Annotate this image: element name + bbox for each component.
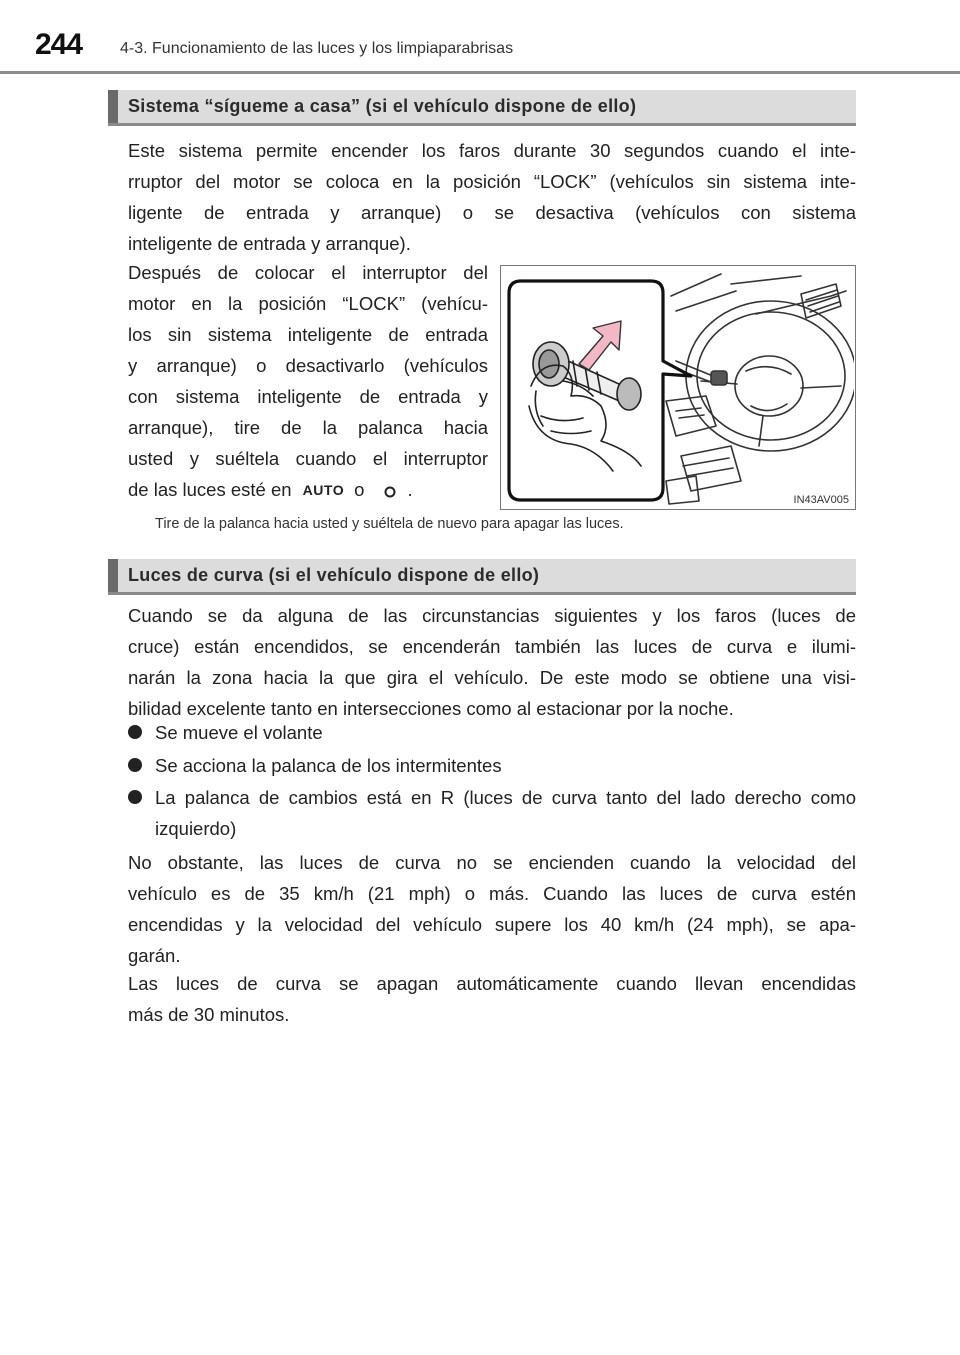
text-line: vehículo es de 35 km/h (21 mph) o más. Cuando las luces de curva estén (128, 883, 856, 904)
text-line: garán. (128, 945, 181, 966)
cornering-lights-speed-note (128, 847, 856, 971)
list-item-text: Se acciona la palanca de los intermitentes (155, 755, 502, 776)
section-heading-cornering-lights (108, 559, 856, 595)
headlight-symbol-icon (382, 477, 398, 508)
bullet-icon (128, 758, 142, 772)
section-title: Luces de curva (si el vehículo dispone de ello) (128, 565, 540, 585)
chapter-title: 4-3. Funcionamiento de las luces y los limpiaparabrisas (120, 40, 514, 57)
text-line: y arranque) o desactivarlo (vehículos (128, 355, 488, 376)
dashboard-lever-drawing (501, 266, 854, 508)
cornering-lights-description (128, 600, 856, 724)
text-line: Después de colocar el interruptor del (128, 262, 488, 283)
list-item (128, 750, 856, 781)
text-line: narán la zona hacia la que gira el vehículo. De este modo se obtiene una visi- (128, 667, 856, 688)
page-number: 244 (35, 28, 83, 61)
lever-illustration (500, 265, 856, 510)
text-line: rruptor del motor se coloca en la posición “LOCK” (vehículos sin sistema inte- (128, 171, 856, 192)
text-line: más de 30 minutos. (128, 1004, 290, 1025)
follow-me-home-description (128, 135, 856, 259)
header-divider (0, 71, 960, 74)
text-line: inteligente de entrada y arranque). (128, 233, 411, 254)
list-item (128, 717, 856, 748)
figure-code: IN43AV005 (793, 494, 849, 506)
bullet-icon (128, 790, 142, 804)
bullet-icon (128, 725, 142, 739)
text-line: usted y suéltela cuando el interruptor (128, 448, 488, 469)
auto-symbol: AUTO (302, 482, 345, 498)
text-line: cruce) están encendidos, se encenderán también las luces de curva e ilumi- (128, 636, 856, 657)
text-line: bilidad excelente tanto en intersecciones como al estacionar por la noche. (128, 698, 734, 719)
text-line: Este sistema permite encender los faros durante 30 segundos cuando el inte- (128, 140, 856, 161)
list-item (128, 782, 856, 844)
conjunction: o (354, 479, 365, 500)
text-line: arranque), tire de la palanca hacia (128, 417, 488, 438)
follow-me-home-procedure (128, 257, 488, 508)
section-title: Sistema “sígueme a casa” (si el vehículo dispone de ello) (128, 96, 637, 116)
text-line: Cuando se da alguna de las circunstancias siguientes y los faros (luces de (128, 605, 856, 626)
text-line: No obstante, las luces de curva no se encienden cuando la velocidad del (128, 852, 856, 873)
text-line: Las luces de curva se apagan automáticamente cuando llevan encendidas (128, 973, 856, 994)
text-line: con sistema inteligente de entrada y (128, 386, 488, 407)
text-line: ligente de entrada y arranque) o se desactiva (vehículos con sistema (128, 202, 856, 223)
text-line (128, 474, 488, 508)
list-item-text: Se mueve el volante (155, 722, 323, 743)
lever-note: Tire de la palanca hacia usted y suéltela de nuevo para apagar las luces. (155, 516, 624, 532)
period: . (407, 479, 413, 500)
text-fragment: de las luces esté en (128, 479, 292, 500)
list-item-text: La palanca de cambios está en R (luces de curva tanto del lado derecho como izquierdo) (155, 787, 856, 839)
section-heading-follow-me-home (108, 90, 856, 126)
text-line: los sin sistema inteligente de entrada (128, 324, 488, 345)
cornering-lights-auto-off (128, 968, 856, 1030)
text-line: motor en la posición “LOCK” (vehícu- (128, 293, 488, 314)
text-line: encendidas y la velocidad del vehículo supere los 40 km/h (24 mph), se apa- (128, 914, 856, 935)
